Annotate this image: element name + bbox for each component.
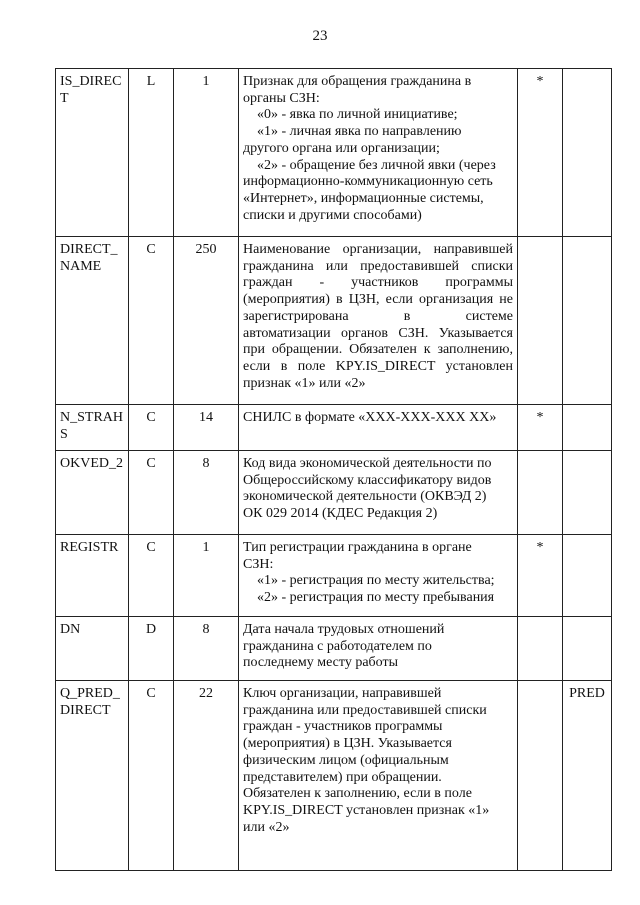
field-type-cell: C	[129, 451, 174, 535]
required-mark-cell	[518, 237, 563, 405]
field-length-cell: 22	[174, 681, 239, 871]
field-type-cell: L	[129, 69, 174, 237]
description-line: «0» - явка по личной инициативе;	[257, 107, 458, 123]
description-line: зарегистрирована в системе	[243, 308, 513, 324]
field-name: DN	[60, 622, 81, 637]
description-line: экономической деятельности (ОКВЭД 2)	[243, 489, 487, 505]
field-type-cell: C	[129, 405, 174, 451]
field-name: S	[60, 426, 68, 442]
description-line: (мероприятия) в ЦЗН, если организация не	[243, 292, 513, 308]
field-length-cell: 250	[174, 237, 239, 405]
reference-cell	[563, 535, 612, 617]
description-line: СЗН:	[243, 556, 274, 572]
reference-cell	[563, 405, 612, 451]
required-mark-cell	[518, 681, 563, 871]
description-line: «1» - регистрация по месту жительства;	[257, 573, 495, 589]
field-description-cell	[239, 405, 518, 451]
field-description-cell	[239, 451, 518, 535]
field-name-cell	[56, 681, 129, 871]
description-line: Обязателен к заполнению, если в поле	[243, 786, 472, 802]
table-row	[56, 617, 612, 681]
field-description-cell	[239, 617, 518, 681]
field-name: OKVED_2	[60, 456, 123, 471]
description-line: Наименование организации, направившей	[243, 242, 513, 257]
field-length-cell: 1	[174, 535, 239, 617]
field-name: Q_PRED_	[60, 686, 120, 701]
description-line: ОК 029 2014 (КДЕС Редакция 2)	[243, 506, 438, 522]
table-row	[56, 237, 612, 405]
table-row	[56, 681, 612, 871]
description-line: гражданина с работодателем по	[243, 638, 432, 654]
field-type-cell: C	[129, 535, 174, 617]
description-line: гражданина или предоставившей списки	[243, 702, 487, 718]
field-name: IS_DIREC	[60, 74, 122, 89]
description-line: граждан - участников программы	[243, 719, 443, 735]
description-line: СНИЛС в формате «XXX-XXX-XXX XX»	[243, 410, 497, 425]
required-mark-cell: *	[518, 535, 563, 617]
description-line: Тип регистрации гражданина в органе	[243, 540, 472, 555]
table-row	[56, 451, 612, 535]
field-name: REGISTR	[60, 540, 119, 555]
field-spec-table-body	[56, 69, 612, 871]
description-line: «Интернет», информационные системы,	[243, 190, 484, 206]
field-type-cell: C	[129, 237, 174, 405]
field-description-cell	[239, 681, 518, 871]
reference-cell	[563, 69, 612, 237]
field-length-cell: 8	[174, 617, 239, 681]
description-line: если в поле KPY.IS_DIRECT установлен	[243, 358, 513, 374]
field-length-cell: 14	[174, 405, 239, 451]
reference-cell	[563, 451, 612, 535]
field-name-cell	[56, 617, 129, 681]
description-line: Общероссийскому классификатору видов	[243, 472, 492, 488]
description-line: или «2»	[243, 819, 290, 835]
description-line: при обращении. Обязателен к заполнению,	[243, 342, 513, 358]
description-line: автоматизации органов СЗН. Указывается	[243, 325, 513, 341]
reference-cell	[563, 237, 612, 405]
description-line: физическим лицом (официальным	[243, 752, 449, 768]
field-name: N_STRAH	[60, 410, 124, 425]
description-line: «2» - обращение без личной явки (через	[257, 157, 496, 173]
description-line: «1» - личная явка по направлению	[257, 124, 462, 140]
field-name-cell	[56, 69, 129, 237]
field-name: T	[60, 90, 69, 106]
field-spec-table	[55, 68, 612, 871]
field-description-cell	[239, 69, 518, 237]
description-line: KPY.IS_DIRECT установлен признак «1»	[243, 802, 490, 818]
description-line: другого органа или организации;	[243, 140, 440, 156]
reference-cell: PRED	[563, 681, 612, 871]
description-line: Код вида экономической деятельности по	[243, 456, 492, 471]
field-name-cell	[56, 535, 129, 617]
field-name-cell	[56, 451, 129, 535]
description-line: органы СЗН:	[243, 90, 320, 106]
description-line: (мероприятия) в ЦЗН. Указывается	[243, 736, 452, 752]
description-line: Ключ организации, направившей	[243, 686, 442, 701]
required-mark-cell	[518, 617, 563, 681]
table-row	[56, 535, 612, 617]
required-mark-cell: *	[518, 69, 563, 237]
field-description-cell	[239, 535, 518, 617]
description-line: граждан - участников программы	[243, 275, 513, 291]
description-line: Признак для обращения гражданина в	[243, 74, 472, 89]
field-type-cell: D	[129, 617, 174, 681]
page-number: 23	[312, 28, 328, 44]
table-row	[56, 405, 612, 451]
reference-cell	[563, 617, 612, 681]
field-name: DIRECT	[60, 702, 111, 718]
description-line: признак «1» или «2»	[243, 375, 366, 391]
field-length-cell: 8	[174, 451, 239, 535]
field-type-cell: C	[129, 681, 174, 871]
description-line: списки и другими способами)	[243, 207, 422, 223]
description-line: «2» - регистрация по месту пребывания	[257, 590, 495, 606]
description-line: представителем) при обращении.	[243, 769, 442, 785]
field-name: DIRECT_	[60, 242, 118, 257]
field-description-cell	[239, 237, 518, 405]
description-line: гражданина или предоставившей списки	[243, 258, 513, 274]
field-name-cell	[56, 405, 129, 451]
description-line: последнему месту работы	[243, 655, 399, 671]
required-mark-cell	[518, 451, 563, 535]
field-name-cell	[56, 237, 129, 405]
table-row	[56, 69, 612, 237]
description-line: информационно-коммуникационную сеть	[243, 174, 493, 190]
field-length-cell: 1	[174, 69, 239, 237]
field-name: NAME	[60, 258, 102, 274]
required-mark-cell: *	[518, 405, 563, 451]
description-line: Дата начала трудовых отношений	[243, 622, 445, 637]
